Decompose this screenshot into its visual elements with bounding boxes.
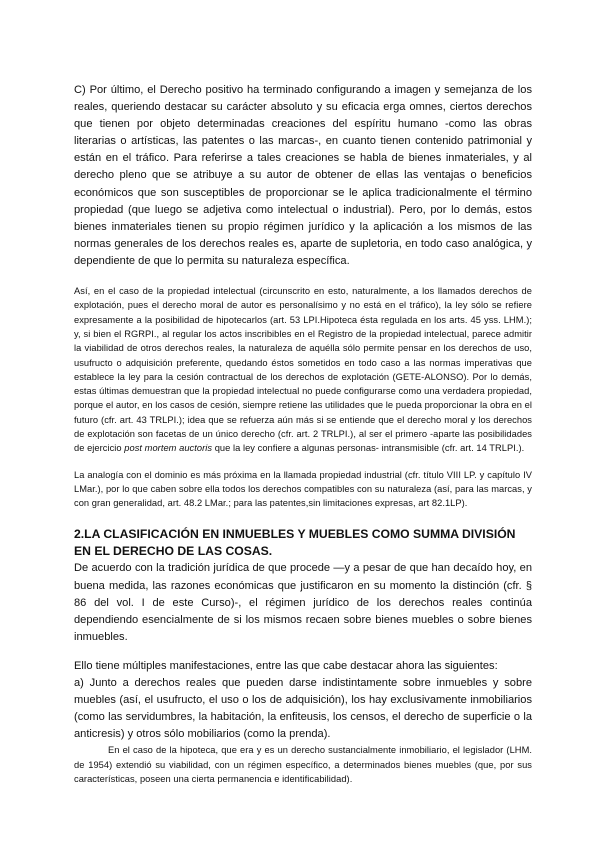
note-mortgage: En el caso de la hipoteca, que era y es un derecho sustancialmente inmobiliario, el legislador (LHM. de 1954) extendió su viabilidad, con un régimen específico, a determinados bienes muebles (que, por sus características, poseen una cierta permanencia e identificabilidad). [74, 745, 532, 785]
note-intellectual-property-text: Así, en el caso de la propiedad intelectual (circunscrito en esto, naturalmente, a los llamados derechos de explotación, pues el derecho moral de autor es personalísimo y no está en el tráfico), la ley sólo se refiere expresamente a la posibilidad de hipotecarlos (art. 53 LPI.Hipoteca ésta regulada en los arts. 45 yss. LHM.); y, si bien el RGRPI., al regular los actos inscribibles en el Registro de la propiedad intelectual, parece admitir la viabilidad de otros derechos reales, la naturaleza de aquélla sólo permite pensar en los derechos de uso, usufructo o adquisición preferente, quedando éstos sometidos en todo caso a las normas imperativas que establece la ley para la cesión contractual de los derechos de explotación (GETE-ALONSO). Por lo demás, estas últimas demuestran que la propiedad intelectual no puede configurarse como una verdadera propiedad, porque el autor, en los casos de cesión, siempre retiene las utilidades que le pueda proporcionar la obra en el futuro (cfr. art. 43 TRLPI.); idea que se refuerza aún más si se entiende que el derecho moral y los derechos de explotación son facetas de un único derecho (cfr. art. 2 TRLPI.), al ser el primero -aparte las posibilidades de ejercicio [74, 286, 532, 454]
paragraph-manifestations-intro: Ello tiene múltiples manifestaciones, entre las que cabe destacar ahora las siguientes: [74, 659, 498, 672]
note-italic-phrase: post mortem auctoris [124, 443, 213, 454]
paragraph-classification: De acuerdo con la tradición jurídica de que procede —y a pesar de que han decaído hoy, en buena medida, las razones económicas que justificaron en su momento la distinción (cfr. § 86 del vol. I de este Curso)-, el régimen jurídico de los derechos reales continúa dependiendo esencialmente de si los mismos recaen sobre bienes muebles o sobre bienes inmuebles. [74, 562, 532, 643]
section-heading: 2.LA CLASIFICACIÓN EN INMUEBLES Y MUEBLES COMO SUMMA DIVISIÓN EN EL DERECHO DE LAS COSAS. [74, 527, 516, 559]
note-intellectual-property-end: que la ley confiere a algunas personas- intransmisible (cfr. art. 14 TRLPI.). [212, 443, 525, 454]
note-mortgage-first-line [74, 743, 532, 786]
paragraph-manifestation-a: a) Junto a derechos reales que pueden darse indistintamente sobre inmuebles y sobre muebles (así, el usufructo, el uso o los de adquisición), los hay exclusivamente inmobiliarios (como las servidumbres, la habitación, la enfiteusis, los censos, el derecho de superficie o la anticresis) y otros sólo mobiliarios (como la prenda). [74, 677, 532, 741]
document-page [74, 82, 532, 786]
note-intellectual-property [74, 284, 532, 456]
paragraph-intangible-goods: C) Por último, el Derecho positivo ha terminado configurando a imagen y semejanza de los reales, queriendo destacar su carácter absoluto y su eficacia erga omnes, ciertos derechos que tienen por objeto determinadas creaciones del espíritu humano -como las obras literarias o artísticas, las patentes o las marcas-, en cuanto tienen contenido patrimonial y están en el tráfico. Para referirse a tales creaciones se habla de bienes inmateriales, y al derecho pleno que se atribuye a su autor de obtener de ellas las ventajas o beneficios económicos que son susceptibles de proporcionar se le aplica tradicionalmente el término propiedad (que luego se adjetiva como intelectual o industrial). Pero, por lo demás, estos bienes inmateriales tienen su propio régimen jurídico y la aplicación a los mismos de las normas generales de los derechos reales es, aparte de supletoria, en todo caso analógica, y dependiente de que lo permita su naturaleza específica. [74, 84, 532, 267]
note-industrial-property: La analogía con el dominio es más próxima en la llamada propiedad industrial (cfr. título VIII LP. y capítulo IV LMar.), por lo que caben sobre ella todos los derechos compatibles con su naturaleza (así, para las marcas, y con gran generalidad, art. 48.2 LMar.; para las patentes,sin limitaciones expresas, art 82.1LP). [74, 469, 532, 509]
